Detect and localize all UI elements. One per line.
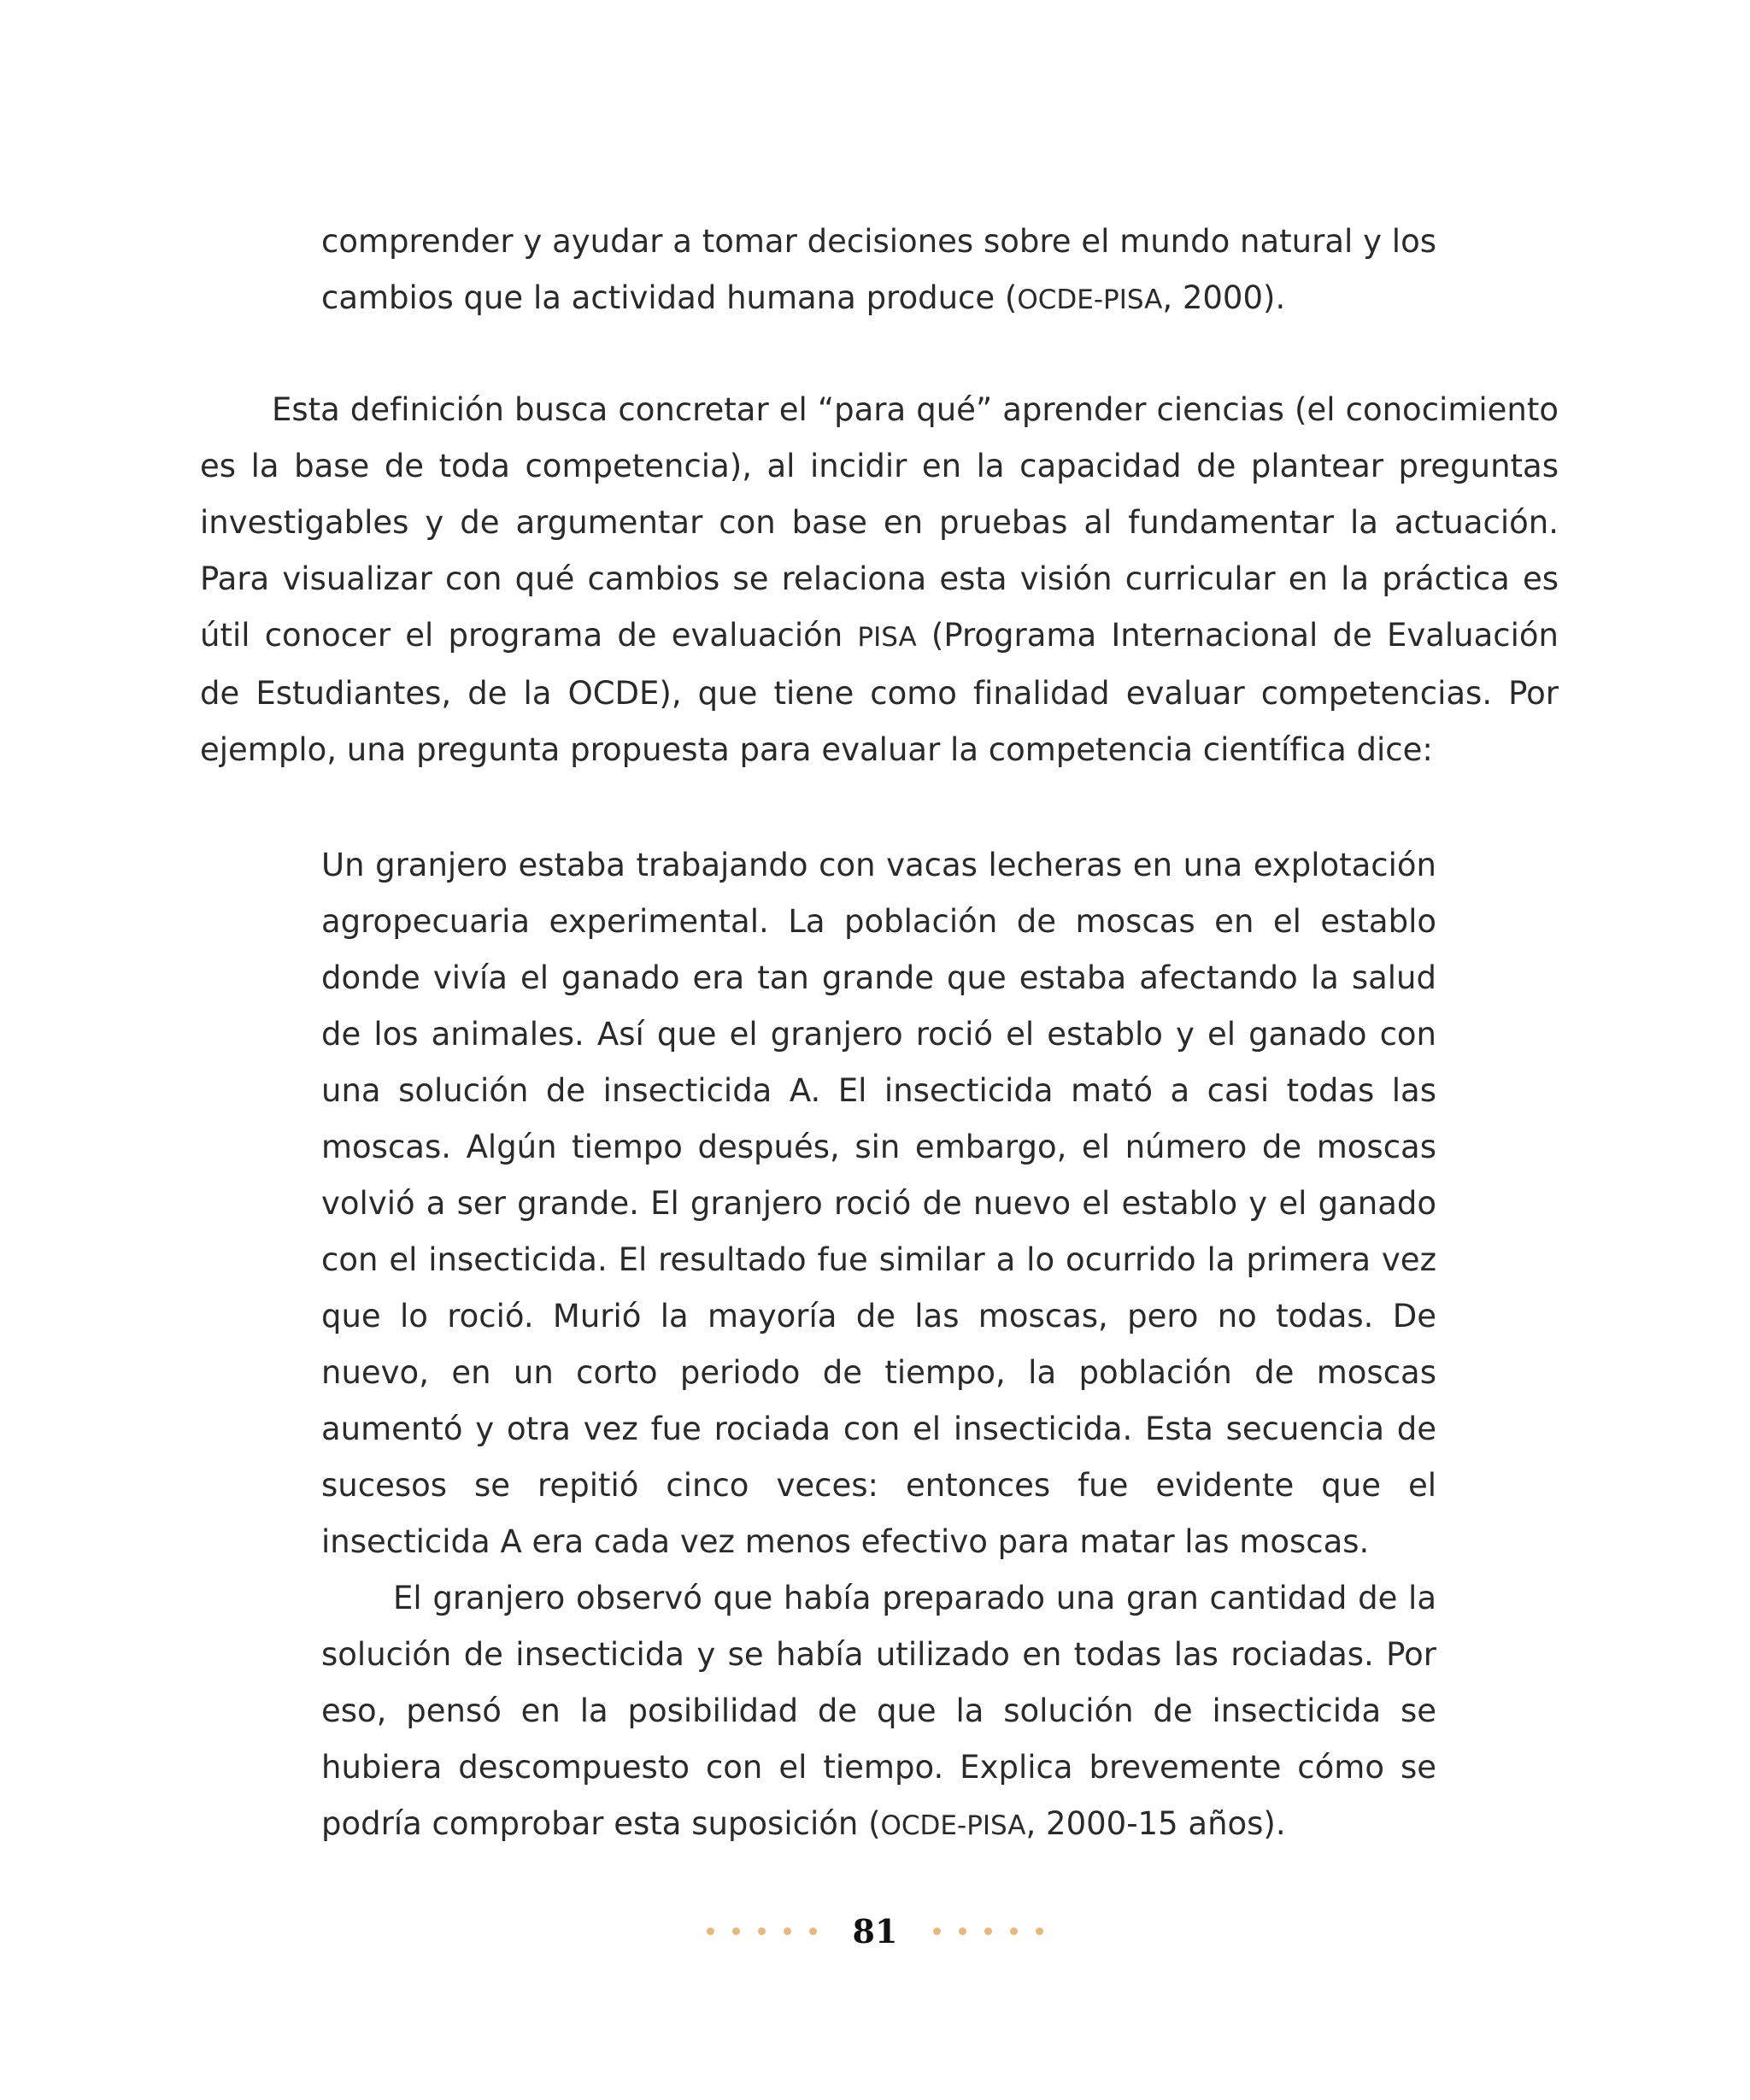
block-quote-paragraph-2-text: El granjero observó que había preparado una gran cantidad de la solución de insecticida y se había utilizado en todas las rociadas. Por eso, pensó en la posibilidad de que la solución de insecticida se hubiera descompuesto con el tiempo. Explica brevemente cómo se podría comprobar esta suposición ( bbox=[321, 1580, 1436, 1842]
page-number: 81 bbox=[852, 1911, 898, 1950]
ornament-dot bbox=[1036, 1927, 1043, 1935]
ornament-dot bbox=[809, 1927, 817, 1935]
right-dot-ornament bbox=[933, 1927, 1043, 1935]
quote-continuation-text: comprender y ayudar a tomar decisiones sobre el mundo natural y los cambios que la actividad humana produce ( bbox=[321, 223, 1436, 316]
ornament-dot bbox=[933, 1927, 941, 1935]
block-quote-citation: OCDE-PISA bbox=[880, 1810, 1026, 1841]
ornament-dot bbox=[707, 1927, 714, 1935]
quote-continuation bbox=[321, 214, 1436, 328]
left-dot-ornament bbox=[707, 1927, 817, 1935]
pisa-acronym: PISA bbox=[857, 622, 917, 653]
citation-ocde-pisa: OCDE-PISA bbox=[1017, 284, 1163, 315]
ornament-dot bbox=[984, 1927, 992, 1935]
ornament-dot bbox=[1010, 1927, 1018, 1935]
block-quote-paragraph-1: Un granjero estaba trabajando con vacas lecheras en una explotación agropecuaria experimental. La población de moscas en el establo donde vivía el ganado era tan grande que estaba afectando la salud de los animales. Así que el granjero roció el establo y el ganado con una solución de insecticida A. El insecticida mató a casi todas las moscas. Algún tiempo después, sin embargo, el número de moscas volvió a ser grande. El granjero roció de nuevo el establo y el ganado con el insecticida. El resultado fue similar a lo ocurrido la primera vez que lo roció. Murió la mayoría de las moscas, pero no todas. De nuevo, en un corto periodo de tiempo, la población de moscas aumentó y otra vez fue rociada con el insecticida. Esta secuencia de sucesos se repitió cinco veces: entonces fue evidente que el insecticida A era cada vez menos efectivo para matar las moscas. bbox=[321, 847, 1436, 1560]
page-footer bbox=[0, 1905, 1750, 1956]
block-quote-citation-year: , 2000-15 años). bbox=[1025, 1805, 1286, 1842]
body-paragraph bbox=[200, 382, 1559, 778]
body-paragraph-part2: (Programa Internacional de Evaluación de Estudiantes, de la OCDE), que tiene como finalidad evaluar competencias. Por ejemplo, una pregunta propuesta para evaluar la competencia científica dice: bbox=[200, 617, 1559, 768]
ornament-dot bbox=[732, 1927, 740, 1935]
ornament-dot bbox=[784, 1927, 791, 1935]
block-quote-paragraph-2 bbox=[321, 1570, 1436, 1854]
citation-year: , 2000). bbox=[1162, 279, 1286, 316]
ornament-dot bbox=[758, 1927, 766, 1935]
body-paragraph-part1: Esta definición busca concretar el “para qué” aprender ciencias (el conocimiento es la base de toda competencia), al incidir en la capacidad de plantear preguntas investigables y de argumentar con base en pruebas al fundamentar la actuación. Para visualizar con qué cambios se relaciona esta visión curricular en la práctica es útil conocer el programa de evaluación bbox=[200, 391, 1559, 654]
block-quote bbox=[321, 837, 1436, 1854]
ornament-dot bbox=[959, 1927, 966, 1935]
